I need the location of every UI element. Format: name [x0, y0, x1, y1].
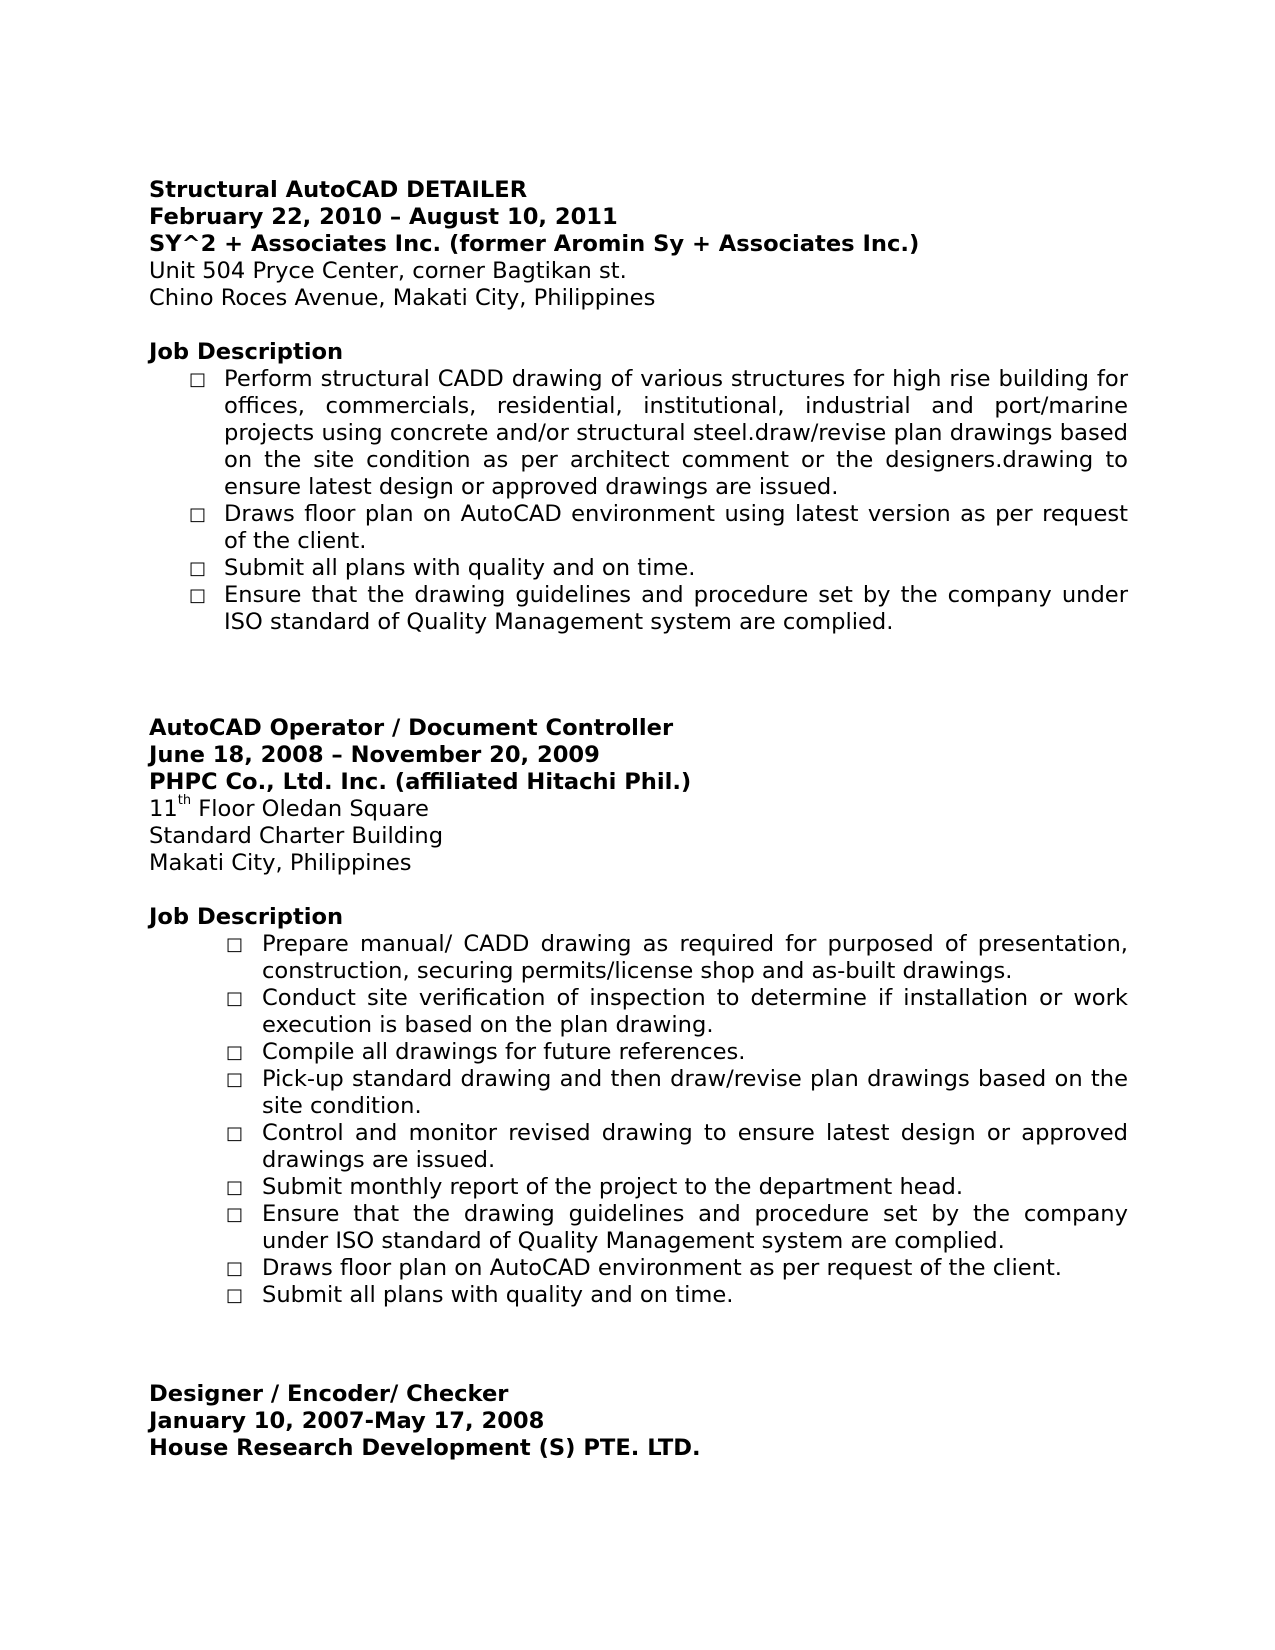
- check-box-icon: □: [226, 1069, 244, 1090]
- duty-item: [149, 501, 1128, 555]
- check-box-icon: □: [226, 1042, 244, 1063]
- duty-text: Conduct site verification of inspection to determine if installation or work execution is based on the plan drawing.: [262, 985, 1128, 1038]
- job-title: Designer / Encoder/ Checker: [149, 1381, 509, 1407]
- duty-text: Compile all drawings for future references.: [262, 1039, 746, 1065]
- duty-item: [149, 1201, 1128, 1255]
- duty-text: Control and monitor revised drawing to ensure latest design or approved drawings are issued.: [262, 1120, 1128, 1173]
- check-box-icon: □: [189, 558, 207, 579]
- duty-text: Prepare manual/ CADD drawing as required for purposed of presentation, construction, securing permits/license shop and as-built drawings.: [262, 931, 1128, 984]
- job-entry-designer-encoder-checker: [149, 1381, 1129, 1462]
- duty-text: Ensure that the drawing guidelines and procedure set by the company under ISO standard of Quality Management system are complied.: [224, 582, 1128, 635]
- duty-text: Submit all plans with quality and on time.: [262, 1282, 734, 1308]
- check-box-icon: □: [226, 988, 244, 1009]
- address-line: Standard Charter Building: [149, 823, 444, 849]
- job-title: Structural AutoCAD DETAILER: [149, 177, 528, 203]
- check-box-icon: □: [226, 1204, 244, 1225]
- duty-text: Perform structural CADD drawing of various structures for high rise building for offices, commercials, residential, institutional, industrial and port/marine projects using concrete and/or structural steel.draw/revise plan drawings based on the site condition as per architect comment or the designers.drawing to ensure latest design or approved drawings are issued.: [224, 366, 1128, 500]
- duty-item: [149, 1120, 1128, 1174]
- job-entry-structural-autocad-detailer: [149, 177, 1129, 636]
- job-description-heading: Job Description: [149, 339, 344, 365]
- job-dates: January 10, 2007-May 17, 2008: [149, 1408, 545, 1434]
- company-name: SY^2 + Associates Inc. (former Aromin Sy + Associates Inc.): [149, 231, 920, 257]
- address-line-floor: [149, 793, 1129, 823]
- job-description-heading: Job Description: [149, 904, 344, 930]
- address-line: Chino Roces Avenue, Makati City, Philippines: [149, 285, 656, 311]
- floor-number: 11: [149, 796, 178, 822]
- duty-item: [149, 366, 1128, 501]
- duty-item: [149, 985, 1128, 1039]
- address-line: Makati City, Philippines: [149, 850, 412, 876]
- duty-text: Draws floor plan on AutoCAD environment using latest version as per request of the client.: [224, 501, 1128, 554]
- company-name: House Research Development (S) PTE. LTD.: [149, 1435, 701, 1461]
- duty-text: Pick-up standard drawing and then draw/revise plan drawings based on the site condition.: [262, 1066, 1128, 1119]
- duty-item: [149, 1282, 1128, 1309]
- check-box-icon: □: [189, 585, 207, 606]
- job-dates: June 18, 2008 – November 20, 2009: [149, 742, 600, 768]
- check-box-icon: □: [226, 1285, 244, 1306]
- duty-item: [149, 555, 1128, 582]
- address-line: Unit 504 Pryce Center, corner Bagtikan st.: [149, 258, 627, 284]
- duty-item: [149, 931, 1128, 985]
- duties-list: [149, 366, 1129, 636]
- check-box-icon: □: [226, 934, 244, 955]
- duty-text: Draws floor plan on AutoCAD environment as per request of the client.: [262, 1255, 1062, 1281]
- duty-text: Submit all plans with quality and on time.: [224, 555, 696, 581]
- check-box-icon: □: [189, 369, 207, 390]
- job-entry-autocad-operator: [149, 715, 1129, 1309]
- duty-item: [149, 582, 1128, 636]
- floor-ordinal-suffix: th: [177, 793, 192, 809]
- duty-text: Submit monthly report of the project to the department head.: [262, 1174, 964, 1200]
- duty-item: [149, 1039, 1128, 1066]
- duty-item: [149, 1255, 1128, 1282]
- check-box-icon: □: [226, 1123, 244, 1144]
- duty-text: Ensure that the drawing guidelines and procedure set by the company under ISO standard of Quality Management system are complied.: [262, 1201, 1128, 1254]
- floor-building: Floor Oledan Square: [191, 796, 429, 822]
- job-title: AutoCAD Operator / Document Controller: [149, 715, 674, 741]
- duties-list: [149, 931, 1129, 1309]
- check-box-icon: □: [189, 504, 207, 525]
- check-box-icon: □: [226, 1258, 244, 1279]
- duty-item: [149, 1174, 1128, 1201]
- company-name: PHPC Co., Ltd. Inc. (affiliated Hitachi Phil.): [149, 769, 692, 795]
- job-dates: February 22, 2010 – August 10, 2011: [149, 204, 618, 230]
- check-box-icon: □: [226, 1177, 244, 1198]
- duty-item: [149, 1066, 1128, 1120]
